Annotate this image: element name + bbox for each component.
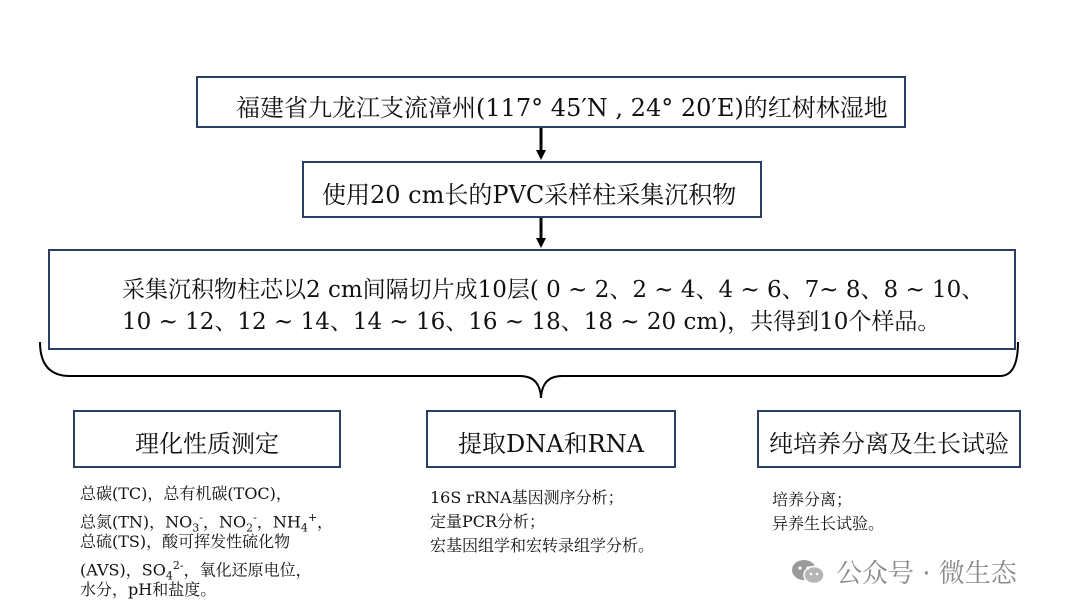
- slicing-text-line2: 10 ~ 12、12 ~ 14、14 ~ 16、16 ~ 18、18 ~ 20 cm)，共得到10个样品。: [122, 309, 941, 335]
- curly-brace: [40, 342, 1018, 398]
- watermark-text: 公众号 · 微生态: [836, 559, 1017, 589]
- phys-line-1: 总碳(TC)，总有机碳(TOC)，: [80, 484, 292, 503]
- dna-rna-box: [426, 410, 676, 468]
- slicing-text-line1: 采集沉积物柱芯以2 cm间隔切片成10层( 0 ~ 2、2 ~ 4、4 ~ 6、7~ 8、8 ~ 10、: [122, 277, 985, 303]
- culture-line-2: 异养生长试验。: [772, 514, 885, 533]
- dna-rna-description: [430, 486, 654, 558]
- physicochemical-box: [73, 410, 341, 468]
- culture-title: 纯培养分离及生长试验: [769, 430, 1009, 458]
- pvc-text: 使用20 cm长的PVC采样柱采集沉积物: [322, 181, 737, 209]
- physicochemical-description: [80, 482, 333, 602]
- culture-box: [757, 410, 1021, 468]
- phys-line-2: 总氮(TN)，$NO_3^-$，$NO_2^-$，$NH_4^+$，: [80, 511, 334, 535]
- wechat-icon: [790, 557, 826, 587]
- culture-line-1: 培养分离；: [772, 490, 853, 509]
- dna-line-3: 宏基因组学和宏转录组学分析。: [430, 536, 655, 555]
- culture-description: [772, 488, 884, 536]
- phys-line-4: (AVS)，$SO_4^{2-}$，氧化还原电位，: [80, 559, 312, 583]
- pvc-sampling-box: [302, 161, 762, 218]
- slicing-box: [48, 249, 1016, 350]
- dna-line-1: 16S rRNA基因测序分析；: [430, 488, 624, 507]
- dna-rna-title: 提取DNA和RNA: [458, 430, 644, 458]
- physicochemical-title: 理化性质测定: [135, 430, 279, 458]
- site-text: 福建省九龙江支流漳州(117° 45′N , 24° 20′E)的红树林湿地: [236, 94, 888, 122]
- phys-line-5: 水分，pH和盐度。: [80, 580, 217, 599]
- site-box: [196, 76, 906, 128]
- dna-line-2: 定量PCR分析；: [430, 512, 546, 531]
- phys-line-3: 总硫(TS)，酸可挥发性硫化物: [80, 532, 291, 551]
- watermark: [790, 553, 1017, 590]
